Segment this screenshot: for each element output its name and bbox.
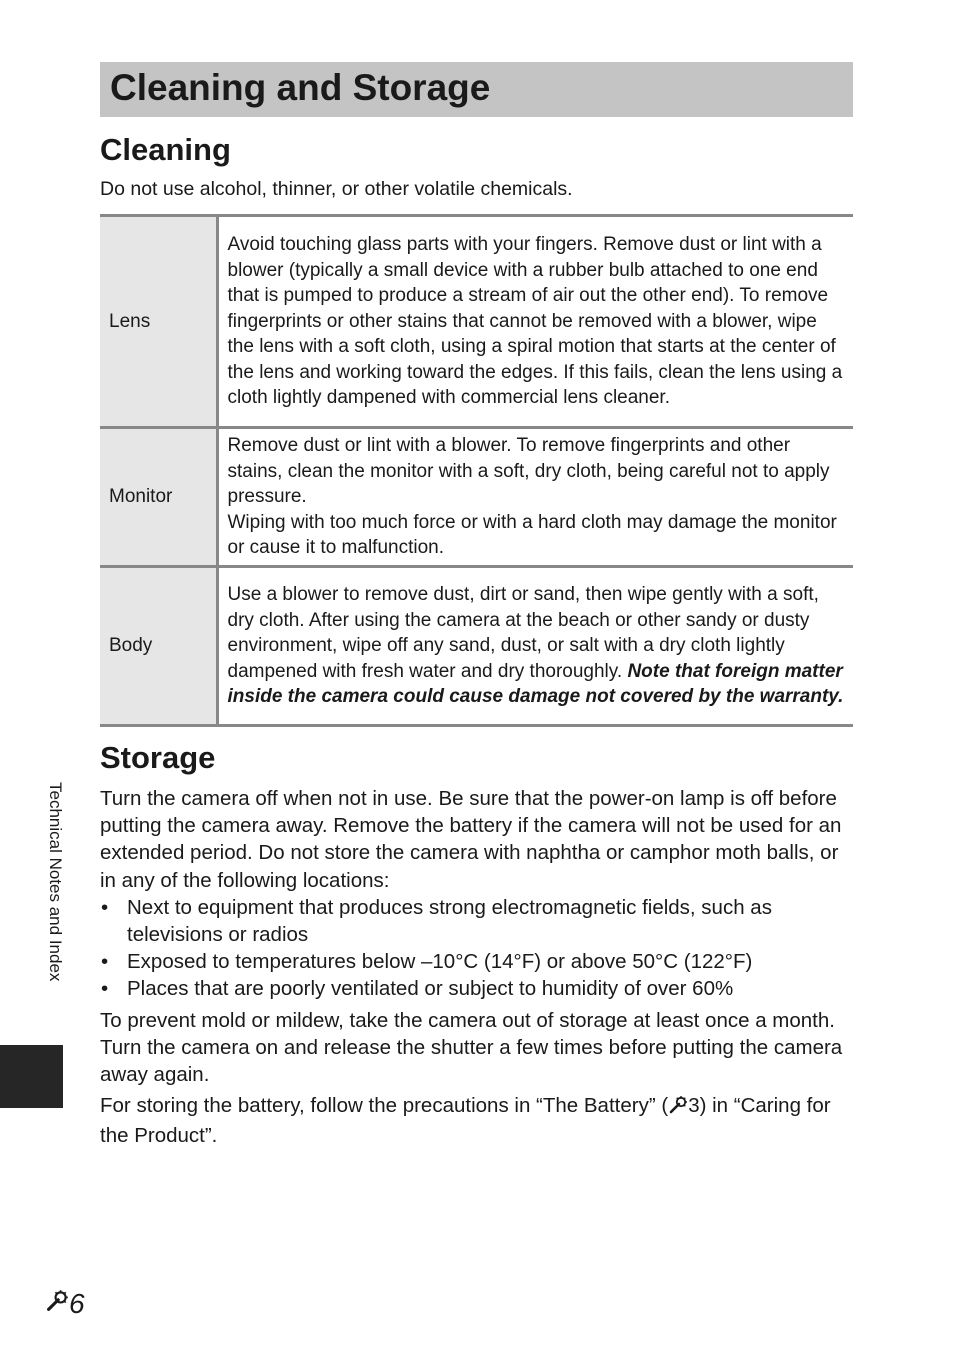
bullet: •: [101, 950, 109, 974]
body-warning: Note that foreign matter inside the camera could cause damage not covered by the warranty.: [227, 660, 844, 708]
list-item: [100, 894, 858, 948]
section-tab-marker: [0, 1045, 63, 1108]
title-bar: [100, 62, 853, 117]
body-text: Use a blower to remove dust, dirt or sand, then wipe gently with a soft, dry cloth. After using the camera at the beach or other sandy or dusty environment, wipe off any sand, dust, or salt with a dry cloth lightly dampened with fresh water and dry thoroughly.: [227, 583, 819, 682]
page-number: [45, 1288, 85, 1320]
table-row: [100, 216, 853, 428]
storage-paragraph-1: Turn the camera off when not in use. Be sure that the power-on lamp is off before putting the camera away. Remove the battery if the camera will not be used for an extended period. Do not store the camera with naphtha or camphor moth balls, or in any of the following locations:: [100, 787, 842, 892]
para3-text-before: For storing the battery, follow the precautions in “The Battery” (: [100, 1094, 669, 1118]
page-number-value: 6: [69, 1288, 85, 1319]
bullet: •: [101, 895, 109, 919]
list-item-text: Exposed to temperatures below –10°C (14°F) or above 50°C (122°F): [127, 950, 753, 974]
cleaning-heading: Cleaning: [100, 132, 231, 167]
reference-page[interactable]: 3: [688, 1094, 700, 1118]
storage-list: [100, 894, 858, 1003]
row-label-lens: Lens: [100, 216, 217, 428]
list-item: [100, 948, 858, 975]
row-label-body: Body: [100, 566, 217, 725]
wrench-icon: [668, 1095, 688, 1122]
storage-paragraph-2: To prevent mold or mildew, take the camera out of storage at least once a month. Turn the camera on and release the shutter a few times before putting the camera away again.: [100, 1008, 843, 1087]
table-row: [100, 428, 853, 567]
cleaning-table: [100, 214, 853, 727]
list-item: [100, 975, 858, 1002]
cleaning-intro: Do not use alcohol, thinner, or other volatile chemicals.: [100, 178, 573, 200]
wrench-icon: [45, 1288, 69, 1320]
row-label-monitor: Monitor: [100, 428, 217, 567]
row-text-monitor: [217, 428, 853, 567]
storage-section: [100, 785, 858, 1150]
side-section-label: Technical Notes and Index: [46, 782, 65, 982]
list-item-text: Next to equipment that produces strong electromagnetic fields, such as televisions or radios: [127, 895, 772, 947]
row-text-body: [217, 566, 853, 725]
para3-text-after: ) in “Caring for the Product”.: [100, 1094, 831, 1148]
page-title: Cleaning and Storage: [110, 67, 491, 108]
table-row: [100, 566, 853, 725]
storage-paragraph-3: [100, 1092, 858, 1149]
list-item-text: Places that are poorly ventilated or subject to humidity of over 60%: [127, 977, 734, 1001]
row-text-lens: Avoid touching glass parts with your fingers. Remove dust or lint with a blower (typically a small device with a rubber bulb attached to one end that is pumped to produce a stream of air out the other end). To remove fingerprints or other stains that cannot be removed with a blower, wipe the lens with a soft cloth, using a spiral motion that starts at the center of the lens and working toward the edges. If this fails, clean the lens using a cloth lightly dampened with commercial lens cleaner.: [227, 233, 843, 409]
storage-heading: Storage: [100, 740, 216, 775]
monitor-text-1: Remove dust or lint with a blower. To remove fingerprints and other stains, clean the monitor with a soft, dry cloth, being careful not to apply pressure.: [227, 435, 830, 508]
monitor-text-2: Wiping with too much force or with a hard cloth may damage the monitor or cause it to malfunction.: [227, 511, 837, 559]
bullet: •: [101, 977, 109, 1001]
